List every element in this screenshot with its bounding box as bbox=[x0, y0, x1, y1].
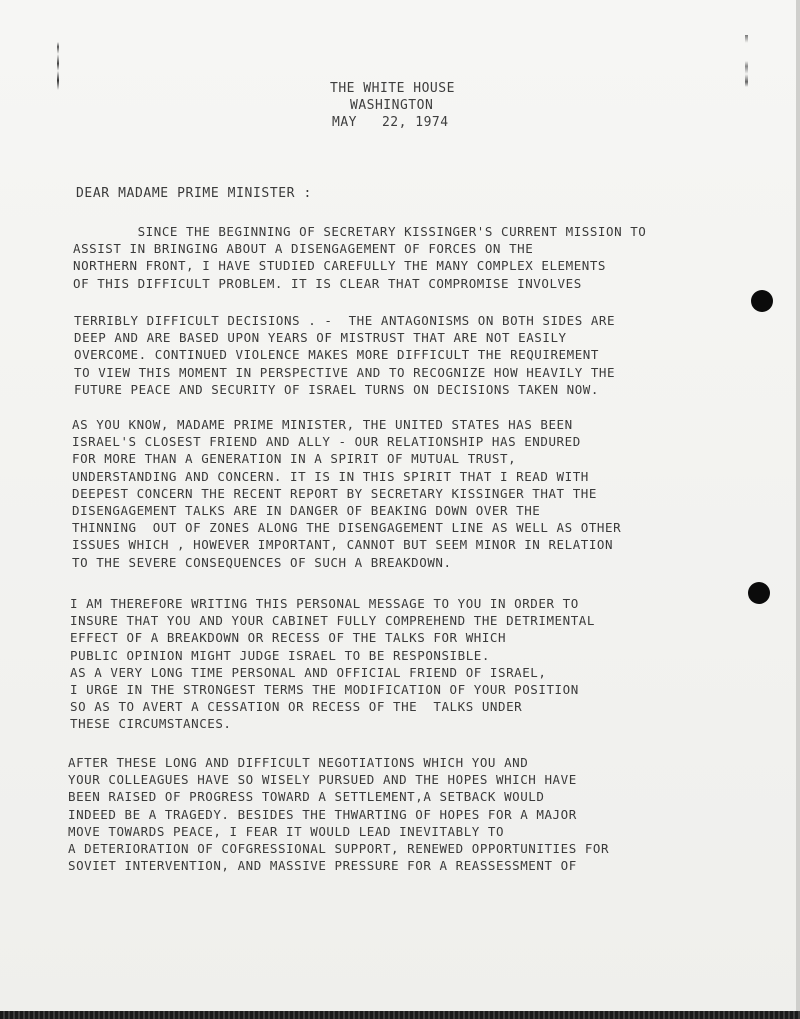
scan-edge bbox=[796, 0, 800, 1019]
letterhead-name: THE WHITE HOUSE bbox=[330, 81, 455, 96]
paragraph bbox=[74, 312, 615, 398]
salutation: DEAR MADAME PRIME MINISTER : bbox=[76, 186, 312, 201]
text-line: DEEP AND ARE BASED UPON YEARS OF MISTRUST THAT ARE NOT EASILY bbox=[74, 330, 567, 346]
margin-pencil-mark bbox=[57, 42, 59, 90]
paragraph bbox=[73, 223, 646, 292]
text-line: TERRIBLY DIFFICULT DECISIONS . - THE ANTAGONISMS ON BOTH SIDES ARE bbox=[74, 313, 616, 328]
text-line: SINCE THE BEGINNING OF SECRETARY KISSINGER'S CURRENT MISSION TO bbox=[73, 224, 647, 239]
text-line: TO VIEW THIS MOMENT IN PERSPECTIVE AND TO RECOGNIZE HOW HEAVILY THE bbox=[74, 364, 616, 380]
text-line: AS YOU KNOW, MADAME PRIME MINISTER, THE UNITED STATES HAS BEEN bbox=[72, 417, 573, 432]
text-line: INSURE THAT YOU AND YOUR CABINET FULLY COMPREHEND THE DETRIMENTAL bbox=[70, 613, 595, 629]
text-line: INDEED BE A TRAGEDY. BESIDES THE THWARTING OF HOPES FOR A MAJOR bbox=[68, 806, 577, 822]
text-line: OVERCOME. CONTINUED VIOLENCE MAKES MORE DIFFICULT THE REQUIREMENT bbox=[74, 347, 599, 363]
text-line: PUBLIC OPINION MIGHT JUDGE ISRAEL TO BE RESPONSIBLE. bbox=[70, 647, 490, 663]
text-line: TO THE SEVERE CONSEQUENCES OF SUCH A BREAKDOWN. bbox=[72, 554, 452, 570]
punch-hole bbox=[751, 290, 773, 312]
text-line: I AM THEREFORE WRITING THIS PERSONAL MESSAGE TO YOU IN ORDER TO bbox=[70, 596, 579, 611]
text-line: THESE CIRCUMSTANCES. bbox=[70, 716, 232, 732]
text-line: I URGE IN THE STRONGEST TERMS THE MODIFICATION OF YOUR POSITION bbox=[70, 682, 579, 698]
text-line: UNDERSTANDING AND CONCERN. IT IS IN THIS SPIRIT THAT I READ WITH bbox=[72, 468, 589, 484]
text-line: FOR MORE THAN A GENERATION IN A SPIRIT OF MUTUAL TRUST, bbox=[72, 451, 517, 467]
scan-bottom-strip bbox=[0, 1011, 800, 1019]
margin-pencil-mark-right bbox=[745, 35, 748, 87]
text-line: AFTER THESE LONG AND DIFFICULT NEGOTIATIONS WHICH YOU AND bbox=[68, 755, 529, 770]
text-line: SO AS TO AVERT A CESSATION OR RECESS OF THE TALKS UNDER bbox=[70, 699, 523, 715]
text-line: SOVIET INTERVENTION, AND MASSIVE PRESSURE FOR A REASSESSMENT OF bbox=[68, 858, 577, 874]
text-line: NORTHERN FRONT, I HAVE STUDIED CAREFULLY THE MANY COMPLEX ELEMENTS bbox=[73, 258, 606, 274]
punch-hole bbox=[748, 582, 770, 604]
text-line: A DETERIORATION OF COFGRESSIONAL SUPPORT, RENEWED OPPORTUNITIES FOR bbox=[68, 841, 610, 857]
paragraph bbox=[70, 595, 595, 733]
text-line: BEEN RAISED OF PROGRESS TOWARD A SETTLEMENT,A SETBACK WOULD bbox=[68, 789, 545, 805]
text-line: AS A VERY LONG TIME PERSONAL AND OFFICIAL FRIEND OF ISRAEL, bbox=[70, 664, 547, 680]
text-line: ISSUES WHICH , HOWEVER IMPORTANT, CANNOT BUT SEEM MINOR IN RELATION bbox=[72, 537, 614, 553]
text-line: DEEPEST CONCERN THE RECENT REPORT BY SECRETARY KISSINGER THAT THE bbox=[72, 485, 597, 501]
text-line: ASSIST IN BRINGING ABOUT A DISENGAGEMENT OF FORCES ON THE bbox=[73, 241, 534, 257]
text-line: OF THIS DIFFICULT PROBLEM. IT IS CLEAR THAT COMPROMISE INVOLVES bbox=[73, 275, 582, 291]
text-line: FUTURE PEACE AND SECURITY OF ISRAEL TURNS ON DECISIONS TAKEN NOW. bbox=[74, 381, 599, 397]
letterhead-city: WASHINGTON bbox=[350, 98, 434, 113]
paragraph bbox=[72, 416, 621, 571]
text-line: THINNING OUT OF ZONES ALONG THE DISENGAGEMENT LINE AS WELL AS OTHER bbox=[72, 520, 622, 536]
paragraph bbox=[68, 754, 609, 874]
text-line: MOVE TOWARDS PEACE, I FEAR IT WOULD LEAD INEVITABLY TO bbox=[68, 823, 505, 839]
letterhead bbox=[330, 80, 510, 131]
text-line: DISENGAGEMENT TALKS ARE IN DANGER OF BEAKING DOWN OVER THE bbox=[72, 503, 541, 519]
text-line: ISRAEL'S CLOSEST FRIEND AND ALLY - OUR RELATIONSHIP HAS ENDURED bbox=[72, 434, 581, 450]
text-line: YOUR COLLEAGUES HAVE SO WISELY PURSUED AND THE HOPES WHICH HAVE bbox=[68, 772, 577, 788]
text-line: EFFECT OF A BREAKDOWN OR RECESS OF THE TALKS FOR WHICH bbox=[70, 630, 507, 646]
letter-date: MAY 22, 1974 bbox=[332, 115, 449, 130]
